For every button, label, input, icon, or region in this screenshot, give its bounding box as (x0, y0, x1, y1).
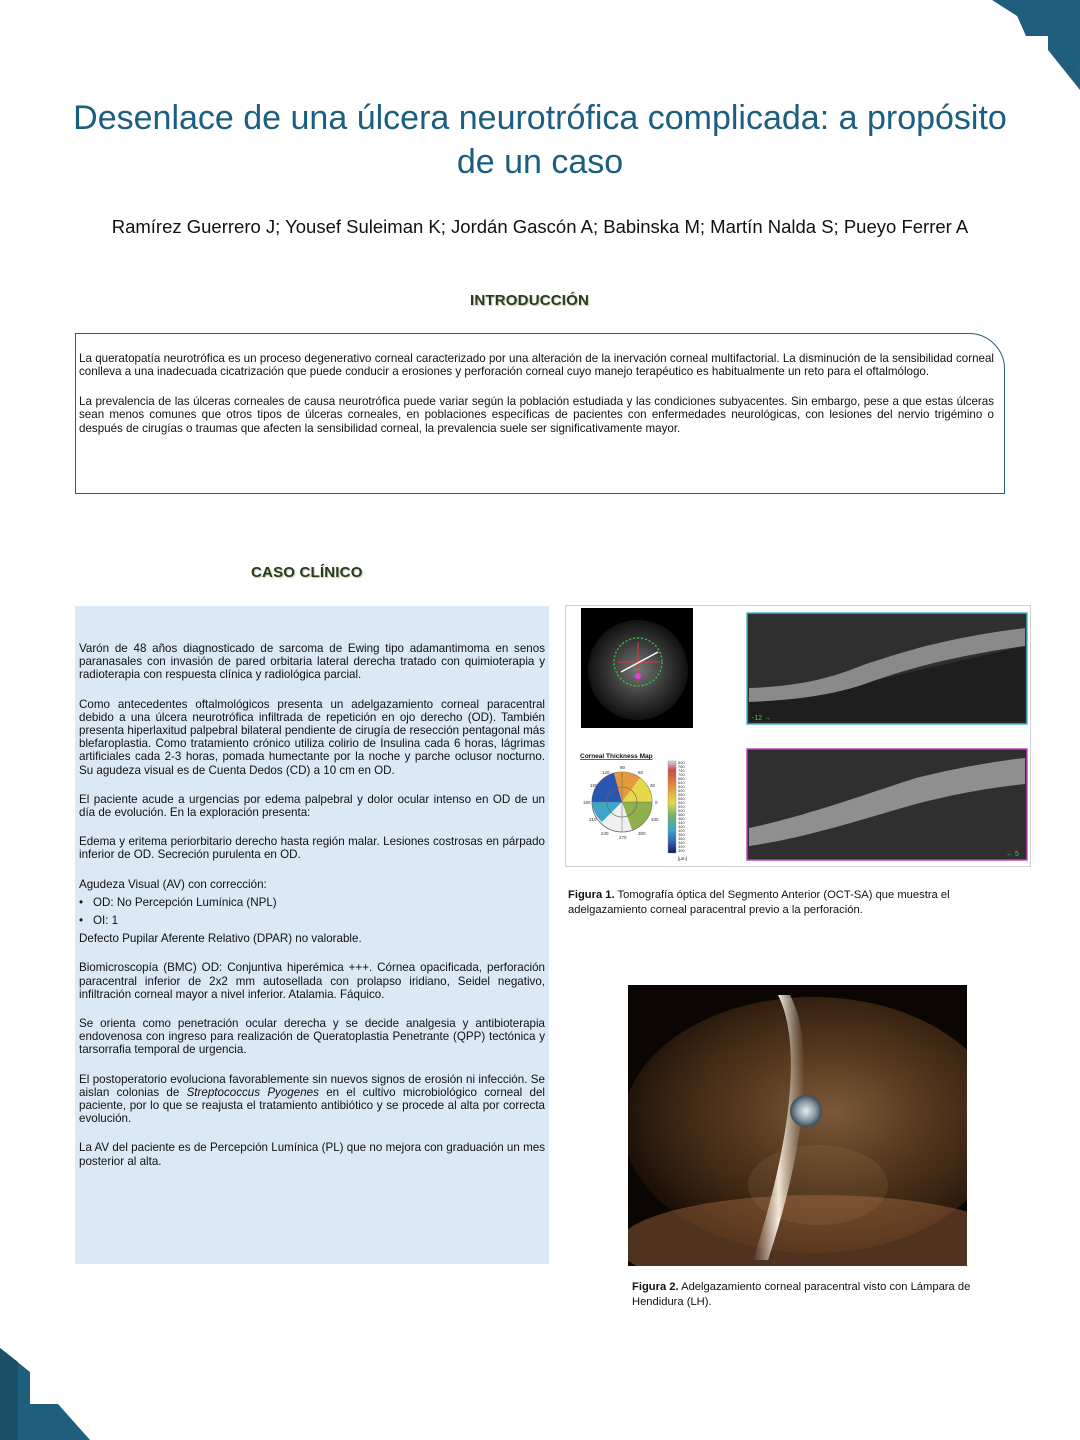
bacteria-name: Streptococcus Pyogenes (186, 1085, 319, 1099)
scale-label: 300 (678, 848, 685, 853)
angle-label: 270 (619, 835, 627, 840)
scale-label: 740 (678, 768, 685, 773)
av-list (79, 896, 545, 927)
poster-title: Desenlace de una úlcera neurotrófica complicada: a propósito de un caso (73, 99, 1007, 181)
scale-label: 640 (678, 780, 685, 785)
intro-heading: INTRODUCCIÓN (470, 292, 590, 309)
angle-label: 30 (650, 783, 656, 788)
oct-marker-top: -12 → (752, 715, 772, 722)
figure-2-caption (632, 1280, 1002, 1309)
corner-decoration-top-right (990, 0, 1080, 90)
scale-label: 500 (678, 808, 685, 813)
intro-paragraph-1: La queratopatía neurotrófica es un proceso degenerativo corneal caracterizado por una alteración de la inervación corneal multifactorial. La disminución de la sensibilidad corneal conlleva a una inadecuada cicatrización que puede conducir a erosiones y perforación corneal cuyo manejo terapéutico es habitualmente un reto para el oftalmólogo. (79, 352, 994, 379)
scale-label: 460 (678, 816, 685, 821)
case-paragraph-3: El paciente acude a urgencias por edema palpebral y dolor ocular intenso en OD de un día de evolución. En la exploración presenta: (79, 792, 545, 820)
figure-2-image (628, 985, 967, 1266)
intro-box (75, 333, 1005, 494)
av-label: Agudeza Visual (AV) con corrección: (79, 877, 267, 891)
thickness-map-title: Corneal Thickness Map (580, 753, 653, 760)
case-paragraph-6: Se orienta como penetración ocular derecha y se decide analgesia y antibioterapia endovenosa con ingreso para realización de Queratoplastia Penetrante (QPP) tectónica y tarsorrafia temporal de urgencia. (79, 1017, 545, 1057)
scale-label: 540 (678, 800, 685, 805)
angle-label: 150 (590, 783, 598, 788)
angle-label: 180 (583, 800, 591, 805)
thickness-scale-labels (678, 760, 685, 853)
case-p7-end: en el cultivo microbiológico corneal del paciente, por lo que se reajusta el tratamiento antibiótico y se procede al alta por correcta evolución. (79, 1085, 545, 1126)
scale-label: 340 (678, 840, 685, 845)
angle-label: 210 (589, 817, 597, 822)
scale-label: 400 (678, 828, 685, 833)
angle-label: 300 (638, 831, 646, 836)
thickness-scale-unit: [µm] (678, 856, 687, 861)
scale-label: 600 (678, 788, 685, 793)
scale-label: 320 (678, 844, 685, 849)
scale-label: 800 (678, 760, 685, 765)
figure-2-caption-text: Adelgazamiento corneal paracentral visto con Lámpara de Hendidura (LH). (632, 1281, 971, 1308)
case-p7-start: El postoperatorio evoluciona favorablemente sin nuevos signos de erosión ni infección. Se aislan colonias de (79, 1072, 545, 1099)
figure-1-caption-text: Tomografía óptica del Segmento Anterior (OCT-SA) que muestra el adelgazamiento corneal paracentral previo a la perforación. (568, 889, 950, 916)
scale-label: 620 (678, 784, 685, 789)
scale-label: 420 (678, 824, 685, 829)
case-paragraph-8: La AV del paciente es de Percepción Lumínica (PL) que no mejora con graduación un mes posterior al alta. (79, 1141, 545, 1168)
thickness-map (592, 772, 652, 832)
scale-label: 780 (678, 764, 685, 769)
figure-2-caption-label: Figura 2. (632, 1281, 679, 1293)
scale-label: 440 (678, 820, 685, 825)
case-paragraph-4: Edema y eritema periorbitario derecho hasta región malar. Lesiones costrosas en párpado inferior de OD. Secreción purulenta en OD. (79, 835, 545, 862)
angle-label: 0 (655, 800, 658, 805)
scale-label: 360 (678, 836, 685, 841)
case-paragraph-7 (79, 1073, 545, 1126)
case-paragraph-5: Biomicroscopía (BMC) OD: Conjuntiva hiperémica +++. Córnea opacificada, perforación paracentral inferior de 2x2 mm autosellada con prolapso iridiano, Seidel negativo, infiltración corneal mayor a nivel inferior. Atalamia. Fáquico. (79, 961, 545, 1001)
scale-label: 700 (678, 772, 685, 777)
scale-label: 480 (678, 812, 685, 817)
scale-label: 520 (678, 804, 685, 809)
figure-1-caption (568, 888, 988, 917)
corner-decoration-bottom-left (0, 1348, 90, 1440)
figure-1-image (566, 606, 1032, 868)
scale-label: 580 (678, 792, 685, 797)
case-paragraph-1: Varón de 48 años diagnosticado de sarcoma de Ewing tipo adamantimoma en senos paranasales con invasión de pared orbitaria lateral derecha tratado con quimioterapia y radioterapia con respuesta clínica y radiológica parcial. (79, 642, 545, 682)
angle-label: 90 (620, 765, 626, 770)
angle-label: 60 (638, 770, 644, 775)
dpar-text: Defecto Pupilar Aferente Relativo (DPAR) no valorable. (79, 932, 362, 946)
angle-label: 120 (602, 770, 610, 775)
scale-label: 680 (678, 776, 685, 781)
angle-label: 240 (601, 831, 609, 836)
oct-marker-bottom: ← 5 (1006, 851, 1019, 858)
scale-label: 380 (678, 832, 685, 837)
case-box (75, 606, 549, 1264)
authors-line: Ramírez Guerrero J; Yousef Suleiman K; Jordán Gascón A; Babinska M; Martín Nalda S; Pueyo Ferrer A (111, 216, 969, 237)
scale-label: 560 (678, 796, 685, 801)
av-od: • OD: No Percepción Lumínica (NPL) (79, 896, 545, 909)
figure-1-panel (565, 605, 1031, 867)
av-oi: • OI: 1 (79, 914, 545, 927)
intro-paragraph-2: La prevalencia de las úlceras corneales de causa neurotrófica puede variar según la población estudiada y las condiciones subyacentes. Sin embargo, pese a que estas úlceras sean menos comunes que otros tipos de úlceras corneales, en poblaciones específicas de pacientes con enfermedades neurológicas, con lesiones del nervio trigémino o después de cirugías o traumas que afecten la sensibilidad corneal, la prevalencia suele ser significativamente mayor. (79, 394, 994, 435)
case-heading: CASO CLÍNICO (251, 564, 363, 581)
figure-1-caption-label: Figura 1. (568, 889, 615, 901)
case-paragraph-2: Como antecedentes oftalmológicos presenta un adelgazamiento corneal paracentral debido a una úlcera neurotrófica infiltrada de repetición en ojo derecho (OD). También presenta hiperlaxitud palpebral bilateral pendiente de cirugía de resección pentagonal más blefaroplastia. Como tratamiento crónico utiliza colirio de Insulina cada 6 horas, lágrimas artificiales cada 2-3 horas, pomada humectante por la noche y parche oclusor nocturno. Su agudeza visual es de Cuenta Dedos (CD) a 10 cm en OD. (79, 697, 545, 777)
thickness-color-scale (668, 761, 676, 853)
angle-label: 330 (651, 817, 659, 822)
